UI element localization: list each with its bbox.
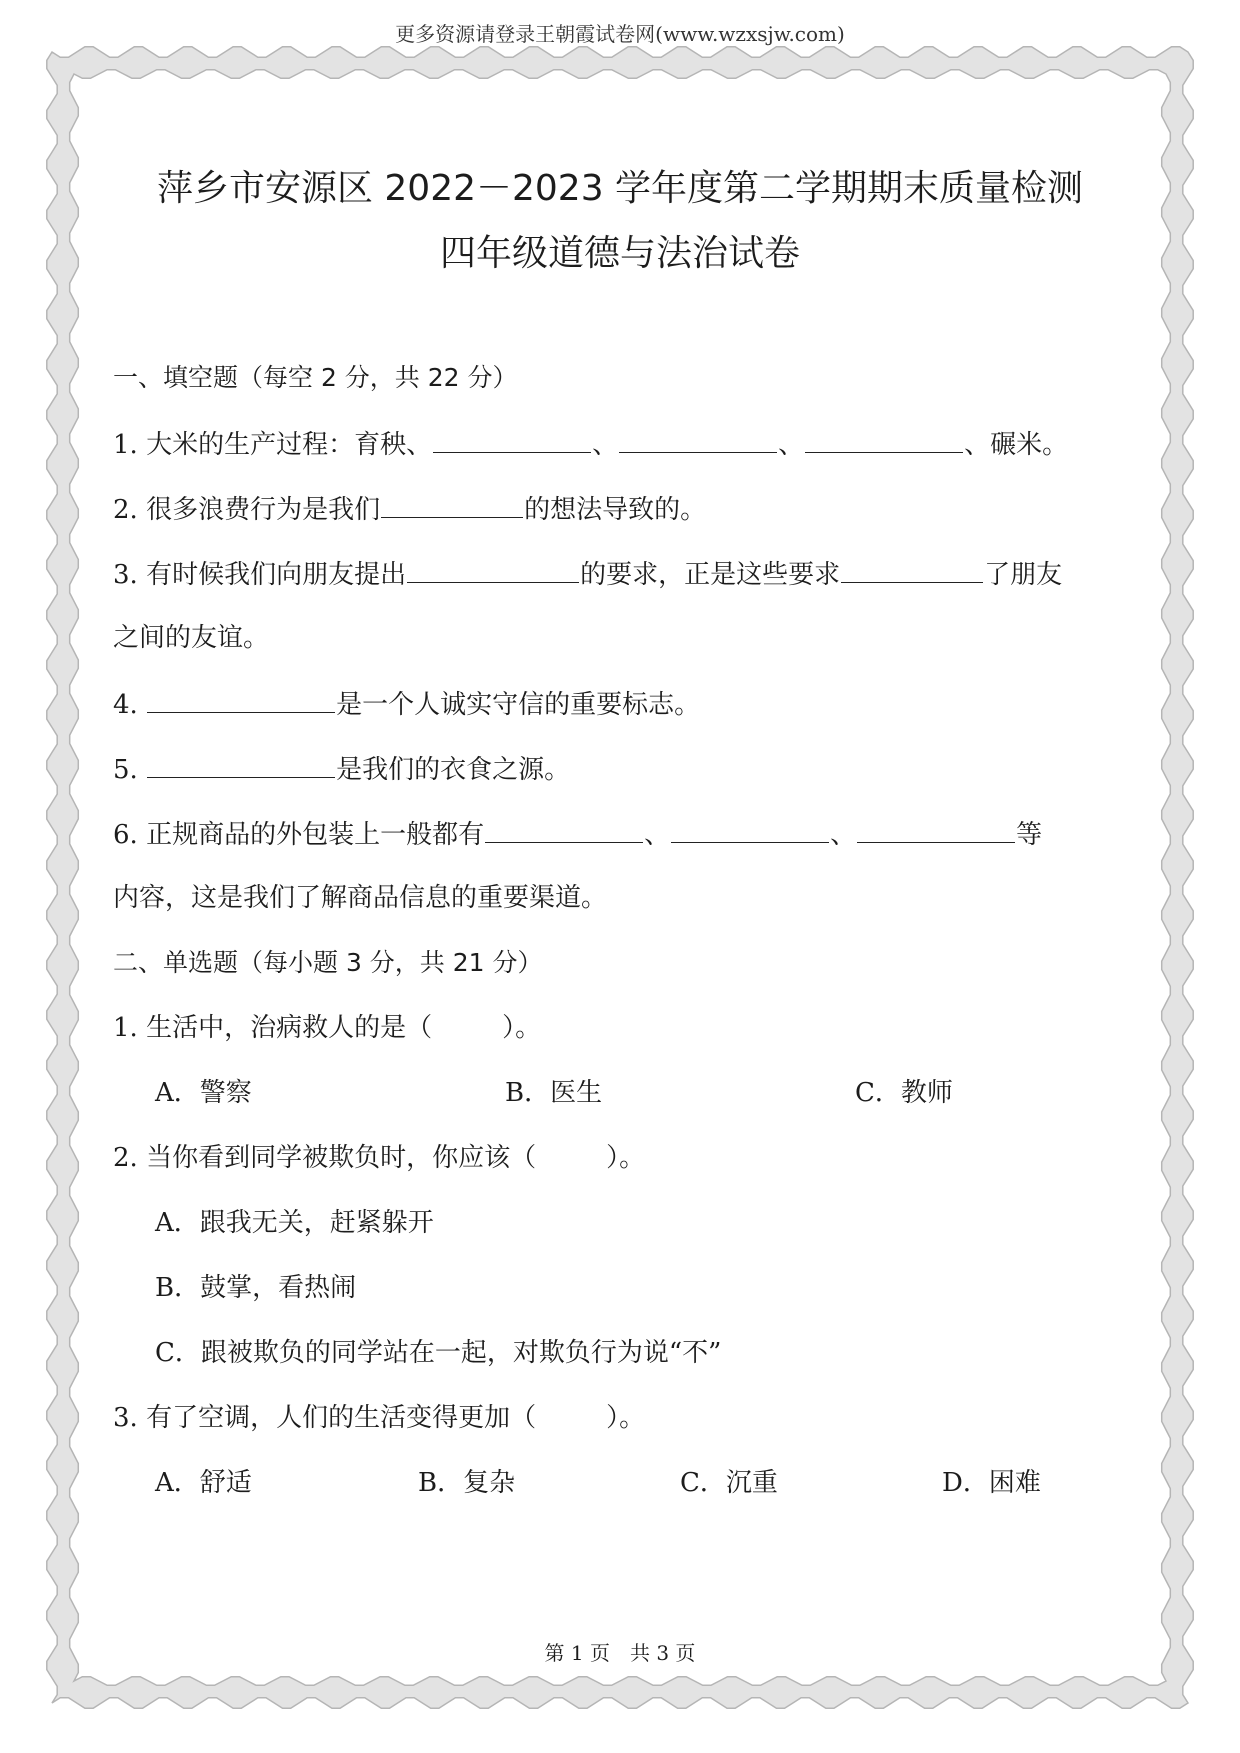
fill-question-3	[113, 556, 1062, 592]
fill-question-4	[113, 686, 700, 722]
fill-question-1	[113, 426, 1068, 462]
section1-heading: 一、填空题（每空 2 分，共 22 分）	[113, 363, 518, 392]
q6-blank-1	[485, 816, 643, 843]
q1-text-c: 、	[778, 430, 805, 460]
q2-text-a: 2. 很多浪费行为是我们	[113, 495, 381, 525]
mc1-stem-b: ）。	[502, 1013, 542, 1043]
q1-text-d: 、碾米。	[964, 430, 1069, 460]
q2-blank	[381, 491, 523, 518]
q1-blank-3	[805, 426, 963, 453]
q4-text-b: 是一个人诚实守信的重要标志。	[336, 690, 701, 720]
q1-blank-1	[433, 426, 591, 453]
q1-text-b: 、	[592, 430, 619, 460]
q1-text-a: 1. 大米的生产过程：育秧、	[113, 430, 433, 460]
mc3-option-b: B．复杂	[418, 1468, 516, 1498]
fill-question-2	[113, 491, 706, 527]
mc3-option-c: C．沉重	[680, 1468, 778, 1498]
q3-text-b: 的要求，正是这些要求	[580, 560, 841, 590]
mc2-option-a: A．跟我无关，赶紧躲开	[155, 1208, 434, 1238]
q3-blank-2	[841, 556, 983, 583]
exam-title-line2: 四年级道德与法治试卷	[439, 233, 800, 274]
q6-text-c: 、	[830, 820, 857, 850]
mc1-option-a: A．警察	[155, 1078, 252, 1108]
q4-text-a: 4.	[113, 690, 147, 720]
mc3-option-d: D．困难	[942, 1468, 1041, 1498]
fill-question-5	[113, 751, 570, 787]
section2-heading: 二、单选题（每小题 3 分，共 21 分）	[113, 948, 543, 977]
q2-text-b: 的想法导致的。	[524, 495, 707, 525]
exam-title-line1: 萍乡市安源区 2022－2023 学年度第二学期期末质量检测	[156, 168, 1084, 209]
mc2-stem-b: ）。	[606, 1143, 646, 1173]
q6-text-a: 6. 正规商品的外包装上一般都有	[113, 820, 485, 850]
mc3-option-a: A．舒适	[155, 1468, 252, 1498]
mc3-stem-b: ）。	[606, 1403, 646, 1433]
mc1-option-c: C．教师	[855, 1078, 953, 1108]
q5-text-b: 是我们的衣食之源。	[336, 755, 571, 785]
q6-blank-2	[671, 816, 829, 843]
mc1-stem-a: 1. 生活中，治病救人的是（	[113, 1013, 433, 1043]
q3-text-a: 3. 有时候我们向朋友提出	[113, 560, 407, 590]
fill-question-3-cont: 之间的友谊。	[113, 623, 270, 653]
q4-blank	[147, 686, 335, 713]
page-number: 第 1 页 共 3 页	[544, 1641, 696, 1665]
q5-blank	[147, 751, 335, 778]
mc2-stem-a: 2. 当你看到同学被欺负时，你应该（	[113, 1143, 537, 1173]
q1-blank-2	[619, 426, 777, 453]
q6-text-b: 、	[644, 820, 671, 850]
fill-question-6-cont: 内容，这是我们了解商品信息的重要渠道。	[113, 883, 608, 913]
choice-question-3	[113, 1401, 645, 1435]
mc2-option-b: B．鼓掌，看热闹	[155, 1273, 357, 1303]
q3-text-c: 了朋友	[984, 560, 1063, 590]
q6-blank-3	[857, 816, 1015, 843]
mc2-option-c: C．跟被欺负的同学站在一起，对欺负行为说“不”	[155, 1338, 722, 1368]
q5-text-a: 5.	[113, 755, 147, 785]
choice-question-1	[113, 1011, 541, 1045]
site-header: 更多资源请登录王朝霞试卷网(www.wzxsjw.com)	[395, 22, 845, 46]
fill-question-6	[113, 816, 1042, 852]
choice-question-2	[113, 1141, 645, 1175]
q3-blank-1	[407, 556, 579, 583]
mc1-option-b: B．医生	[505, 1078, 603, 1108]
q6-text-d: 等	[1016, 820, 1043, 850]
mc3-stem-a: 3. 有了空调，人们的生活变得更加（	[113, 1403, 537, 1433]
